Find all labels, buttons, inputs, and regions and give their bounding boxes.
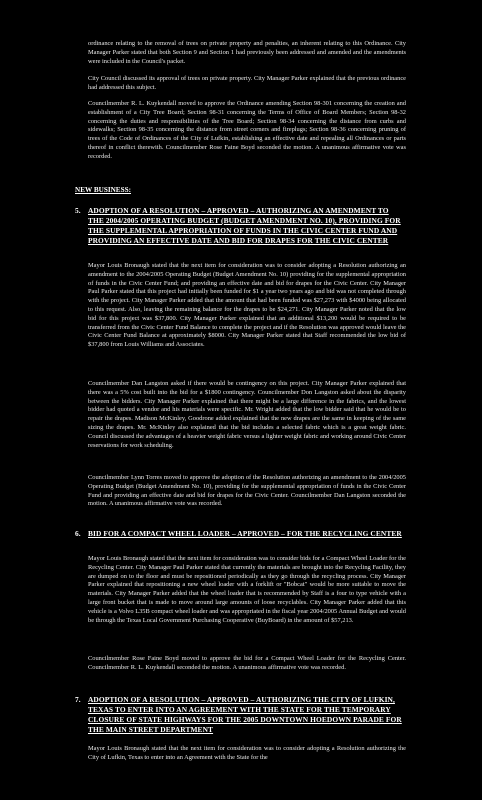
item-number: 6. bbox=[75, 529, 81, 538]
paragraph-tree-discussion: City Council discussed its approval of trees on private property. City Manager Parker explained that the previous ordinance had addressed this subject. bbox=[88, 75, 406, 91]
item-number: 5. bbox=[75, 206, 81, 215]
item-7-paragraph-1: Mayor Louis Bronaugh stated that the next item for consideration was to consider adopting a Resolution authorizing the City of Lufkin, Texas to enter into an Agreement with the State for the bbox=[88, 745, 406, 761]
item-6-paragraph-2: Councilmember Rose Faine Boyd moved to approve the bid for a Compact Wheel Loader for the Recycling Center. Councilmember R. L. Kuykendall seconded the motion. A unanimous affirmative vote was recorded. bbox=[88, 655, 406, 671]
item-number: 7. bbox=[75, 695, 81, 704]
item-5-paragraph-1: Mayor Louis Bronaugh stated that the next item for consideration was to consider adopting a Resolution authorizing an amendment to the 2004/2005 Operating Budget (Budget Amendment No. 10) providing for the supplemental appropriation of funds in the Civic Center Fund; and providing an effective date and bid for drapes for the Civic Center. City Manager Paul Parker stated that this project had initially been funded for $1 a year two years ago and bid was not completed through with the project. City Manager Parker added that the amount that had been funded was $27,273 with $4000 being allocated to this request. Also, leaving the remaining balance for the drapes to be $24,271. City Manager Parker noted that the low bid for this project was $37,800. City Manager Parker explained that an additional $13,200 would be required to be transferred from the Civic Center Fund Balance to complete the project and if the Resolution was approved would leave the Civic Center Fund Balance at approximately $8000. City Manager Parker stated that Staff recommended the low bid of $37,800 from Louis Williams and Associates. bbox=[88, 262, 406, 349]
item-title: ADOPTION OF A RESOLUTION – APPROVED – AUTHORIZING AN AMENDMENT TO THE 2004/2005 OPERATING BUDGET (BUDGET AMENDMENT NO. 10), PROVIDING FOR THE SUPPLEMENTAL APPROPRIATION OF FUNDS IN THE CIVIC CENTER FUND AND PROVIDING AN EFFECTIVE DATE AND BID FOR DRAPES FOR THE CIVIC CENTER bbox=[88, 206, 401, 245]
item-title: BID FOR A COMPACT WHEEL LOADER – APPROVED – FOR THE RECYCLING CENTER bbox=[88, 529, 402, 538]
item-title: ADOPTION OF A RESOLUTION – APPROVED – AUTHORIZING THE CITY OF LUFKIN, TEXAS TO ENTER INTO AN AGREEMENT WITH THE STATE FOR THE TEMPORARY CLOSURE OF STATE HIGHWAYS FOR THE 2005 DOWNTOWN HOEDOWN PARADE FOR THE MAIN STREET DEPARTMENT bbox=[88, 695, 402, 734]
new-business-heading: NEW BUSINESS: bbox=[75, 186, 131, 194]
item-5-paragraph-3: Councilmember Lynn Torres moved to approve the adoption of the Resolution authorizing an amendment to the 2004/2005 Operating Budget (Budget Amendment No. 10), providing for the supplemental appropriation of funds in the Civic Center Fund and providing an effective date and bid for drapes for the Civic Center. Councilmember Dan Langston seconded the motion. A unanimous affirmative vote was recorded. bbox=[88, 474, 406, 508]
item-6-paragraph-1: Mayor Louis Bronaugh stated that the next item for consideration was to consider bids for a Compact Wheel Loader for the Recycling Center. City Manager Paul Parker stated that currently the materials are brought into the Recycling Facility, they are dumped on to the floor and must be repositioned periodically as they go through the recycling process. City Manager Parker explained that repositioning a new wheel loader with a forklift or "Bobcat" would be more suitable to move the materials. City Manager Parker added that the wheel loader that is recommended by Staff is a four to type vehicle with a large front bucket that is made to move around large amounts of loose recyclables. City Manager Parker added that this vehicle is a Volvo L35B compact wheel loader and was appropriated in the fiscal year 2004/2005 Annual Budget and would be through the Texas Local Government Purchasing Cooperative (BuyBoard) in the amount of $57,213. bbox=[88, 555, 406, 624]
paragraph-tree-motion: Councilmember R. L. Kuykendall moved to approve the Ordinance amending Section 98-301 concerning the creation and establishment of a City Tree Board; Section 98-31 concerning the Terms of Office of Board Members; Section 98-32 concerning the duties and responsibilities of the Tree Board; Section 98-34 concerning the distance from curbs and sidewalks; Section 98-35 concerning the distance from street corners and fireplugs; Section 98-36 concerning pruning of trees of the Code of Ordinances of the City of Lufkin, establishing an effective date and repealing all Ordinances or parts thereof in conflict therewith. Councilmember Rose Faine Boyd seconded the motion. A unanimous affirmative vote was recorded. bbox=[88, 100, 406, 160]
paragraph-tree-ordinance-intro: ordinance relating to the removal of trees on private property and penalties, an inherent relating to this Ordinance. City Manager Parker stated that both Section 9 and Section 1 had previously been addressed and amended and the amendments were included in the Council's packet. bbox=[88, 40, 406, 65]
item-5-paragraph-2: Councilmember Dan Langston asked if there would be contingency on this project. City Manager Parker explained that there was a 5% cost built into the bid for a $1800 contingency. Councilmember Don Langston asked about the disparity between the bidders. City Manager Parker explained that there might be a large difference in the fabrics, and the lowest bidder had quoted a vendor and his materials were specific. Mr. Wright added that the low bidder said that he would be to repair the drapes. Madison McKinley, Goodrone added explained that the new drapes are the same in keeping of the same sizing the drapes. Mr. McKinley also explained that the bid includes a selected fabric which is a great weight fabric. Council discussed the advantages of a heavier weight fabric versus a lighter weight fabric and working around Civic Center reservations for work scheduling. bbox=[88, 380, 406, 449]
